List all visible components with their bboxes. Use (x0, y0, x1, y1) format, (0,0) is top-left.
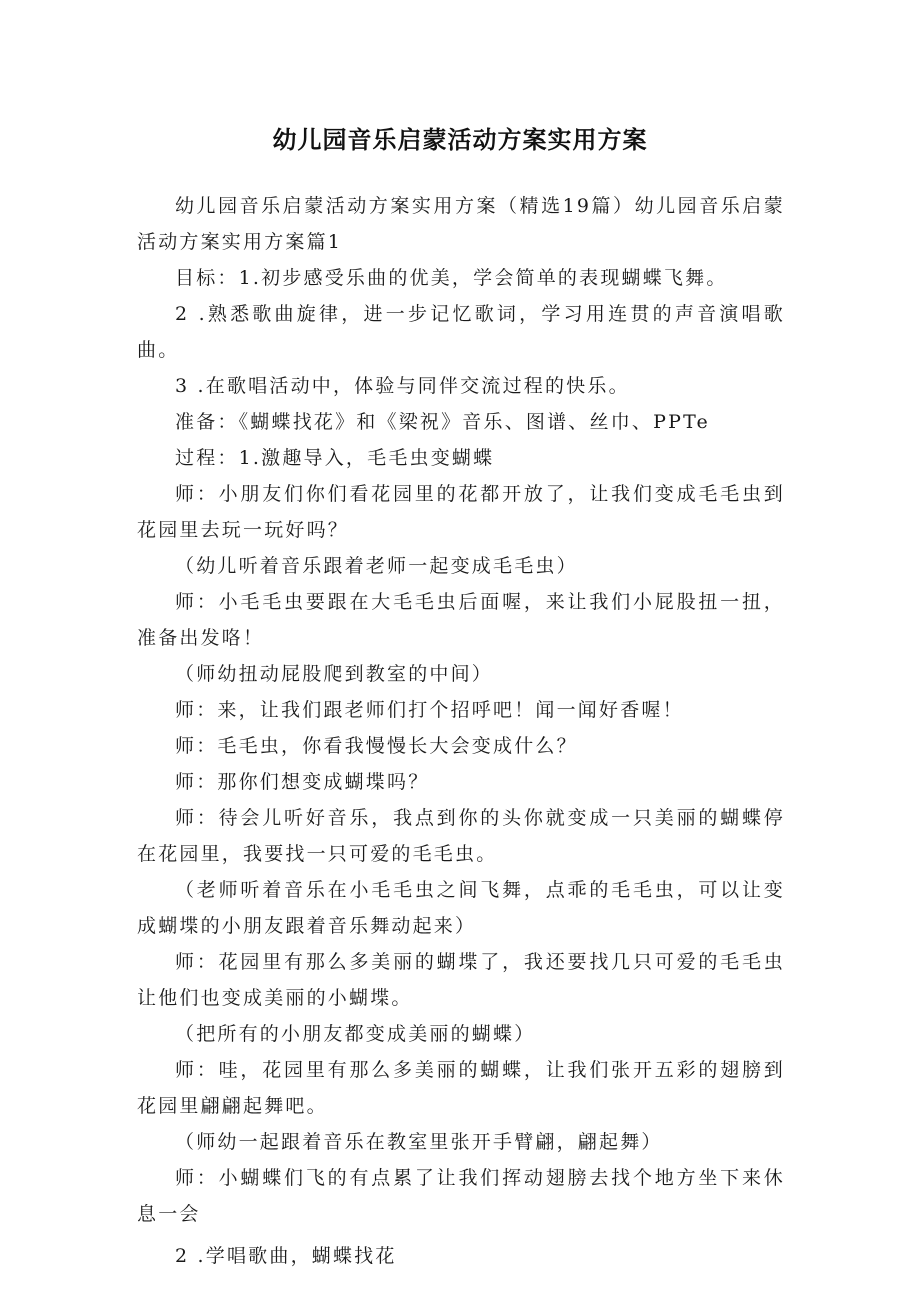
paragraph: （师幼一起跟着音乐在教室里张开手臂翩，翩起舞） (175, 1131, 663, 1153)
paragraph: 师：那你们想变成蝴堞吗？ (175, 771, 430, 793)
paragraph: 准备：《蝴蝶找花》和《梁祝》音乐、图谱、丝巾、PPTe (175, 411, 710, 433)
paragraph: 师：待会儿听好音乐，我点到你的头你就变成一只美丽的蝴蝶停在花园里，我要找一只可爱的毛毛虫。 (137, 807, 785, 865)
paragraph: 幼儿园音乐启蒙活动方案实用方案（精选19篇）幼儿园音乐启蒙活动方案实用方案篇1 (137, 195, 785, 253)
paragraph: 师：哇，花园里有那么多美丽的蝴蝶，让我们张开五彩的翅膀到花园里翩翩起舞吧。 (137, 1059, 785, 1117)
paragraph: 师：小蝴蝶们飞的有点累了让我们挥动翅膀去找个地方坐下来休息一会 (137, 1167, 785, 1225)
paragraph: 师：花园里有那么多美丽的蝴堞了，我还要找几只可爱的毛毛虫让他们也变成美丽的小蝴堞。 (137, 951, 785, 1009)
paragraph: 3 .在歌唱活动中，体验与同伴交流过程的快乐。 (175, 375, 630, 397)
paragraph: 2 .学唱歌曲，蝴蝶找花 (175, 1245, 397, 1267)
paragraph: 师：来，让我们跟老师们打个招呼吧！闻一闻好香喔！ (175, 699, 684, 721)
paragraph: 2 .熟悉歌曲旋律，进一步记忆歌词，学习用连贯的声音演唱歌曲。 (137, 303, 785, 361)
paragraph: 师：毛毛虫，你看我慢慢长大会变成什么？ (175, 735, 578, 757)
paragraph: （幼儿听着音乐跟着老师一起变成毛毛虫） (175, 555, 578, 577)
paragraph: 师：小朋友们你们看花园里的花都开放了，让我们变成毛毛虫到花园里去玩一玩好吗？ (137, 483, 785, 541)
paragraph: （老师听着音乐在小毛毛虫之间飞舞，点乖的毛毛虫，可以让变成蝴堞的小朋友跟着音乐舞动起来） (137, 879, 785, 937)
document-body (137, 188, 785, 1274)
document-title: 幼儿园音乐启蒙活动方案实用方案 (272, 126, 648, 154)
paragraph: （师幼扭动屁股爬到教室的中间） (175, 663, 494, 685)
paragraph: 师：小毛毛虫要跟在大毛毛虫后面喔，来让我们小屁股扭一扭，准备出发咯！ (137, 591, 785, 649)
paragraph: 过程：1.激趣导入，毛毛虫变蝴蝶 (175, 447, 495, 469)
paragraph: （把所有的小朋友都变成美丽的蝴蝶） (175, 1023, 536, 1045)
paragraph: 目标：1.初步感受乐曲的优美，学会简单的表现蝴蝶飞舞。 (175, 267, 728, 289)
